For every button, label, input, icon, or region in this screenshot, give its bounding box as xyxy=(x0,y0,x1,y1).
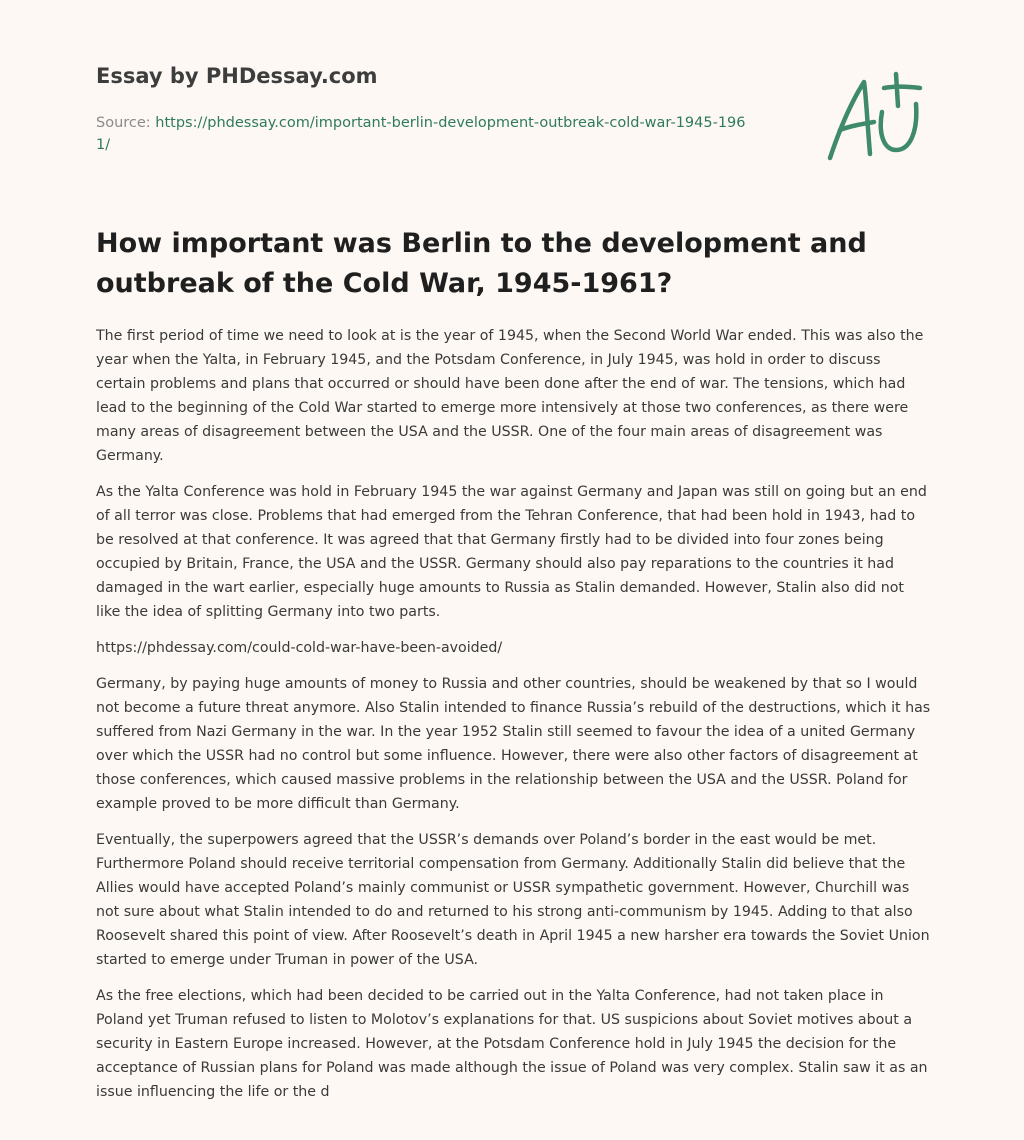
source-label: Source: xyxy=(96,115,156,131)
a-plus-logo-graphic xyxy=(820,64,930,164)
site-title: Essay by PHDessay.com xyxy=(96,64,378,88)
a-plus-grade-icon xyxy=(820,64,930,164)
paragraph: Germany, by paying huge amounts of money to Russia and other countries, should be weakened by that so I would not become a future threat anymore. Also Stalin intended to finance Russia’s rebuild of the destructions, which it has suffered from Nazi Germany in the war. In the year 1952 Stalin still seemed to favour the idea of a united Germany over which the USSR had no control but some influence. However, there were also other factors of disagreement at those conferences, which caused massive problems in the relationship between the USA and the USSR. Poland for example proved to be more difficult than Germany. xyxy=(96,676,931,812)
essay-body xyxy=(96,324,932,1116)
paragraph: Eventually, the superpowers agreed that the USSR’s demands over Poland’s border in the east would be met. Furthermore Poland should receive territorial compensation from Germany. Additionally Stalin did believe that the Allies would have accepted Poland’s mainly communist or USSR sympathetic government. However, Churchill was not sure about what Stalin intended to do and returned to his strong anti-communism by 1945. Adding to that also Roosevelt shared this point of view. After Roosevelt’s death in April 1945 a new harsher era towards the Soviet Union started to emerge under Truman in power of the USA. xyxy=(96,832,930,968)
source-line xyxy=(96,112,756,156)
paragraph: The first period of time we need to look at is the year of 1945, when the Second World War ended. This was also the year when the Yalta, in February 1945, and the Potsdam Conference, in July 1945, was hold in order to discuss certain problems and plans that occurred or should have been done after the end of war. The tensions, which had lead to the beginning of the Cold War started to emerge more intensively at those two conferences, as there were many areas of disagreement between the USA and the USSR. One of the four main areas of disagreement was Germany. xyxy=(96,328,924,464)
paragraph: As the Yalta Conference was hold in February 1945 the war against Germany and Japan was still on going but an end of all terror was close. Problems that had emerged from the Tehran Conference, that had been hold in 1943, had to be resolved at that conference. It was agreed that that Germany firstly had to be divided into four zones being occupied by Britain, France, the USA and the USSR. Germany should also pay reparations to the countries it had damaged in the wart earlier, especially huge amounts to Russia as Stalin demanded. However, Stalin also did not like the idea of splitting Germany into two parts. xyxy=(96,484,927,620)
related-link[interactable]: https://phdessay.com/could-cold-war-have-been-avoided/ xyxy=(96,640,503,656)
essay-title: How important was Berlin to the development and outbreak of the Cold War, 1945-1961? xyxy=(96,228,867,299)
source-link[interactable]: https://phdessay.com/important-berlin-development-outbreak-cold-war-1945-1961/ xyxy=(96,115,746,153)
paragraph: As the free elections, which had been decided to be carried out in the Yalta Conference, had not taken place in Poland yet Truman refused to listen to Molotov’s explanations for that. US suspicions about Soviet motives about a security in Eastern Europe increased. However, at the Potsdam Conference hold in July 1945 the decision for the acceptance of Russian plans for Poland was made although the issue of Poland was very complex. Stalin saw it as an issue influencing the life or the d xyxy=(96,988,928,1100)
